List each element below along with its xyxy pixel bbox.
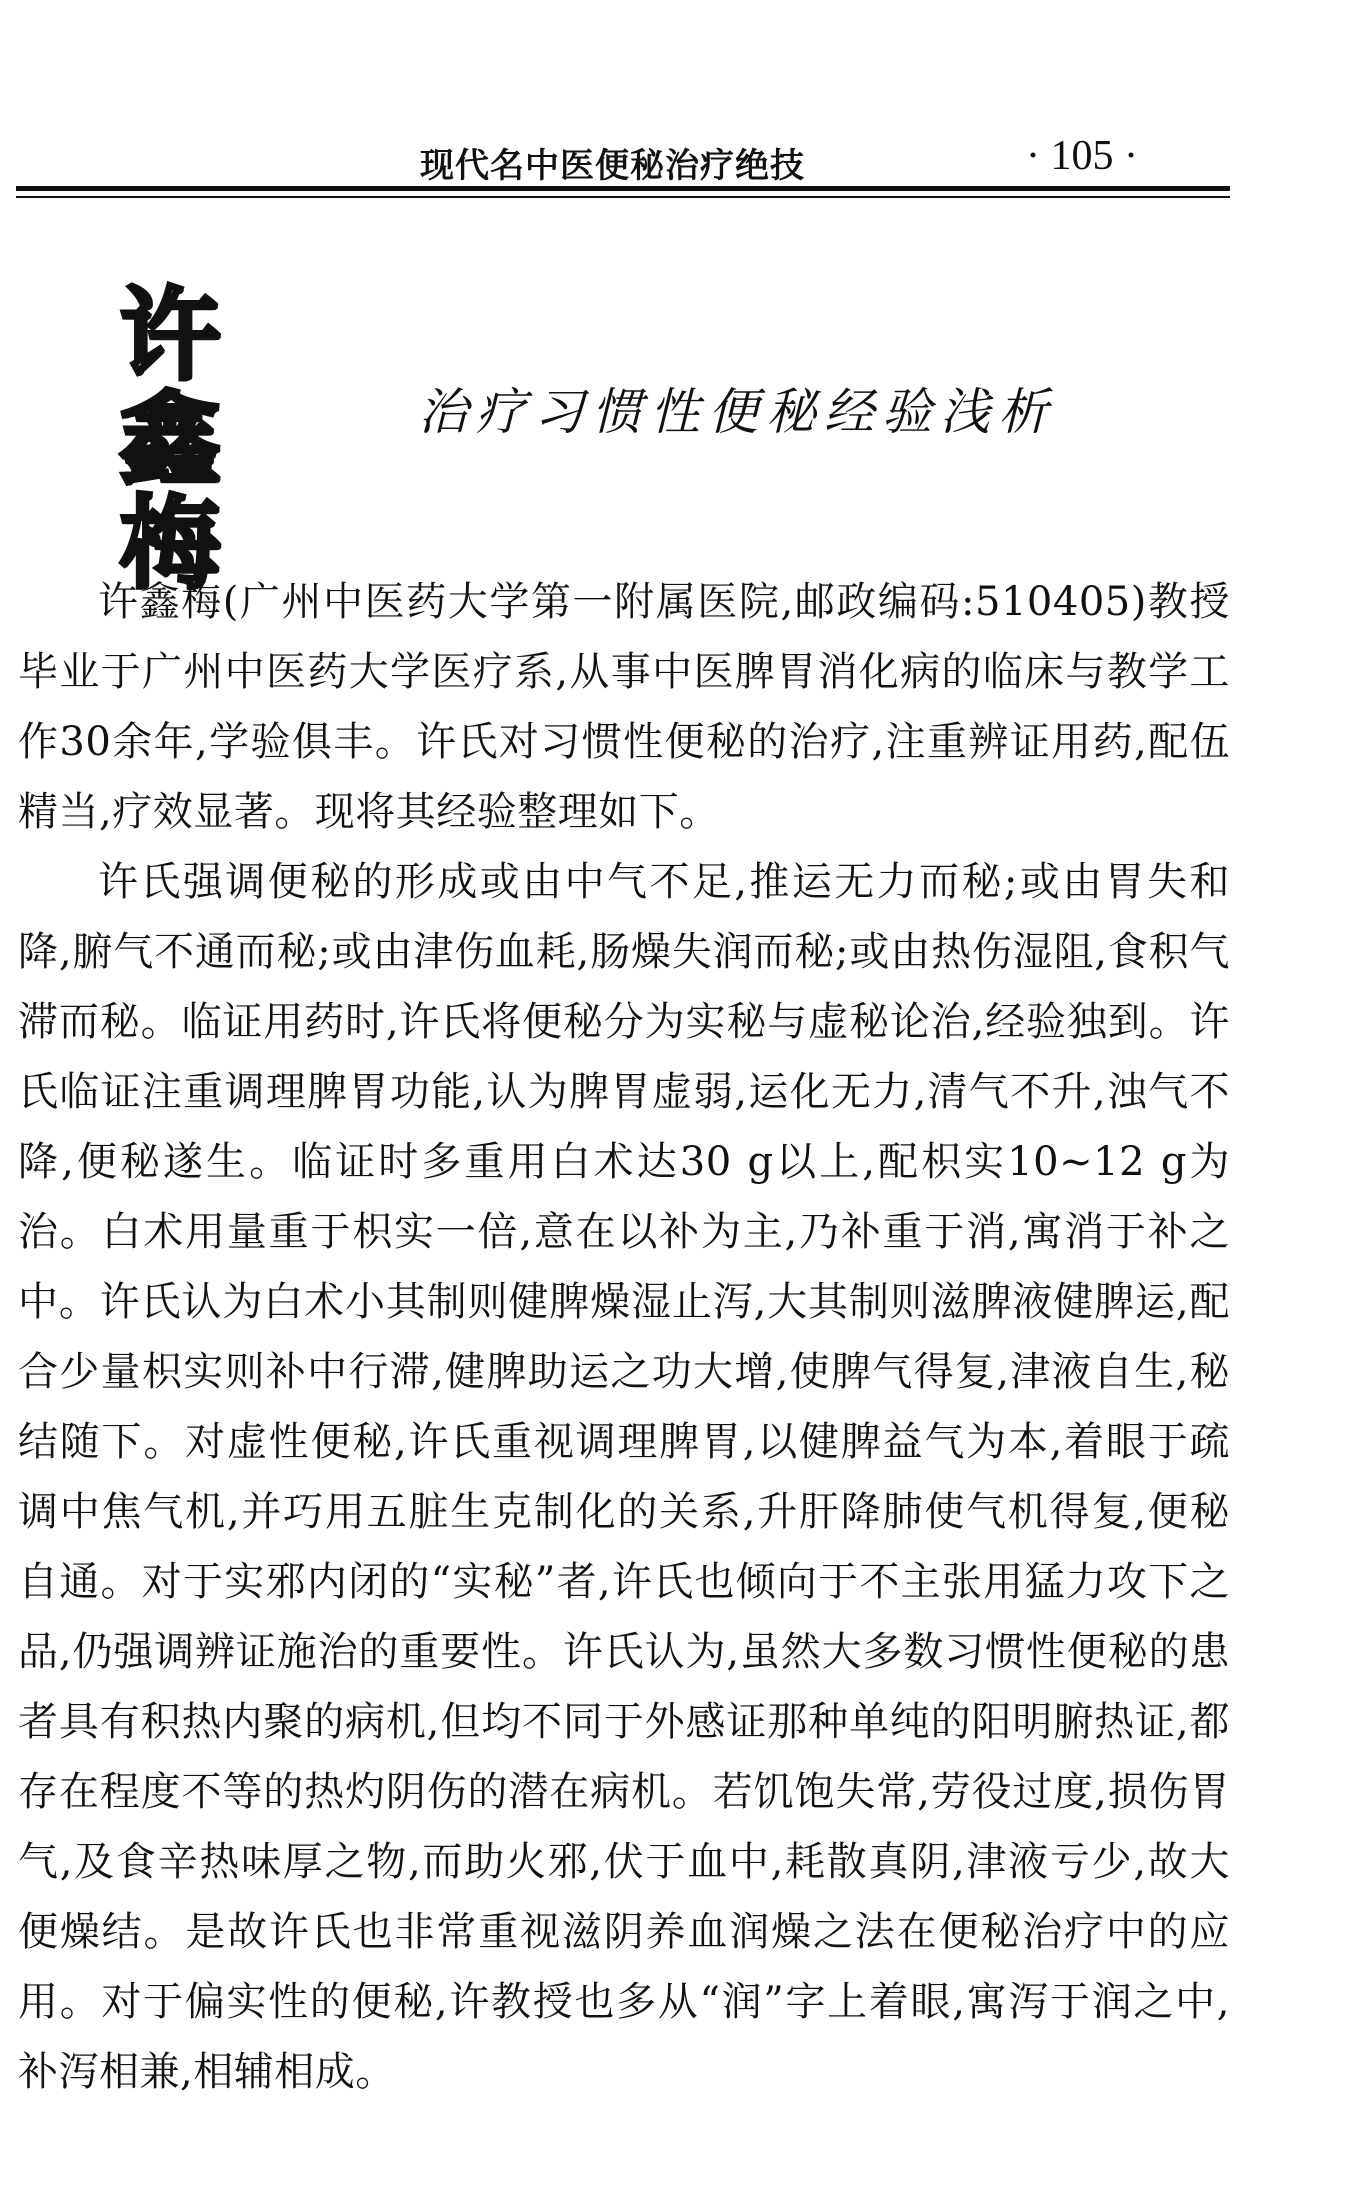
article-body [18,567,1230,2107]
article-title: 治疗习惯性便秘经验浅析 [418,383,1056,441]
body-paragraph: 许鑫梅(广州中医药大学第一附属医院,邮政编码:510405)教授毕业于广州中医药大学医疗系,从事中医脾胃消化病的临床与教学工作30余年,学验俱丰。许氏对习惯性便秘的治疗,注重辨证用药,配伍精当,疗效显著。现将其经验整理如下。 [18,579,1230,835]
author-name-vertical [106,277,234,602]
page-number: · 105 · [1026,133,1138,179]
author-name-char: 鑫 [120,381,220,498]
book-title: 现代名中医便秘治疗绝技 [420,146,805,186]
running-header [16,128,1230,186]
author-name-char: 许 [120,277,220,394]
header-rule-thin [16,196,1230,198]
body-paragraph: 许氏强调便秘的形成或由中气不足,推运无力而秘;或由胃失和降,腑气不通而秘;或由津伤血耗,肠燥失润而秘;或由热伤湿阻,食积气滞而秘。临证用药时,许氏将便秘分为实秘与虚秘论治,经验独到。许氏临证注重调理脾胃功能,认为脾胃虚弱,运化无力,清气不升,浊气不降,便秘遂生。临证时多重用白术达30 g以上,配枳实10~12 g为治。白术用量重于枳实一倍,意在以补为主,乃补重于消,寓消于补之中。许氏认为白术小其制则健脾燥湿止泻,大其制则滋脾液健脾运,配合少量枳实则补中行滞,健脾助运之功大增,使脾气得复,津液自生,秘结随下。对虚性便秘,许氏重视调理脾胃,以健脾益气为本,着眼于疏调中焦气机,并巧用五脏生克制化的关系,升肝降肺使气机得复,便秘自通。对于实邪内闭的“实秘”者,许氏也倾向于不主张用猛力攻下之品,仍强调辨证施治的重要性。许氏认为,虽然大多数习惯性便秘的患者具有积热内聚的病机,但均不同于外感证那种单纯的阳明腑热证,都存在程度不等的热灼阴伤的潜在病机。若饥饱失常,劳役过度,损伤胃气,及食辛热味厚之物,而助火邪,伏于血中,耗散真阴,津液亏少,故大便燥结。是故许氏也非常重视滋阴养血润燥之法在便秘治疗中的应用。对于偏实性的便秘,许教授也多从“润”字上着眼,寓泻于润之中,补泻相兼,相辅相成。 [18,859,1230,2095]
author-name-char: 梅 [120,485,220,602]
header-rule [16,186,1230,191]
